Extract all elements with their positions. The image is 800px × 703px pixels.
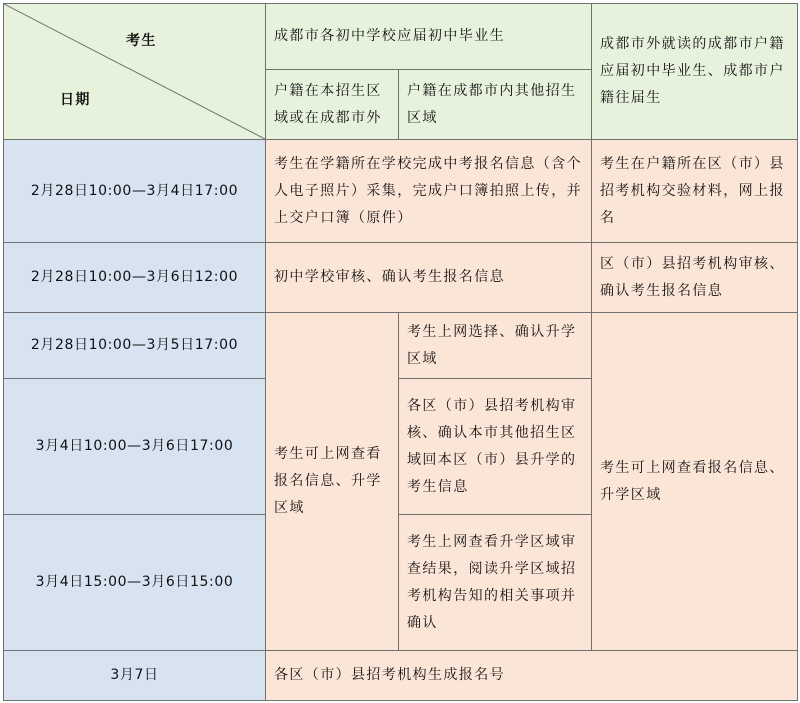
header-corner-cell [4, 4, 266, 140]
row-local-col2-task: 考生上网查看升学区域审查结果，阅读升学区域招考机构告知的相关事项并确认 [399, 515, 592, 651]
header-subcol-other-area: 户籍在成都市内其他招生区域 [399, 70, 592, 140]
row-all-task: 各区（市）县招考机构生成报名号 [266, 651, 798, 701]
row-local-col2-task: 各区（市）县招考机构审核、确认本市其他招生区域回本区（市）县升学的考生信息 [399, 379, 592, 515]
table-row [4, 651, 798, 701]
row-local-task: 初中学校审核、确认考生报名信息 [266, 243, 592, 313]
merged-local-col1-task: 考生可上网查看报名信息、升学区域 [266, 313, 399, 651]
merged-outside-task: 考生可上网查看报名信息、升学区域 [592, 313, 798, 651]
row-local-task: 考生在学籍所在学校完成中考报名信息（含个人电子照片）采集，完成户口簿拍照上传，并上交户口簿（原件） [266, 140, 592, 243]
row-outside-task: 考生在户籍所在区（市）县招考机构交验材料，网上报名 [592, 140, 798, 243]
table-row [4, 243, 798, 313]
header-subcol-local-area: 户籍在本招生区域或在成都市外 [266, 70, 399, 140]
row-outside-task: 区（市）县招考机构审核、确认考生报名信息 [592, 243, 798, 313]
header-local-graduates: 成都市各初中学校应届初中毕业生 [266, 4, 592, 70]
header-examinee-label: 考生 [126, 33, 157, 49]
row-date: 3月4日15:00—3月6日15:00 [4, 515, 266, 651]
header-outside-graduates: 成都市外就读的成都市户籍应届初中毕业生、成都市户籍往届生 [592, 4, 798, 140]
table-row [4, 313, 798, 379]
row-date: 2月28日10:00—3月6日12:00 [4, 243, 266, 313]
row-date: 2月28日10:00—3月5日17:00 [4, 313, 266, 379]
registration-schedule-table [3, 3, 798, 701]
row-local-col2-task: 考生上网选择、确认升学区域 [399, 313, 592, 379]
row-date: 2月28日10:00—3月4日17:00 [4, 140, 266, 243]
table-row [4, 140, 798, 243]
diagonal-divider [4, 4, 265, 139]
row-date: 3月7日 [4, 651, 266, 701]
header-date-label: 日期 [60, 92, 91, 108]
row-date: 3月4日10:00—3月6日17:00 [4, 379, 266, 515]
